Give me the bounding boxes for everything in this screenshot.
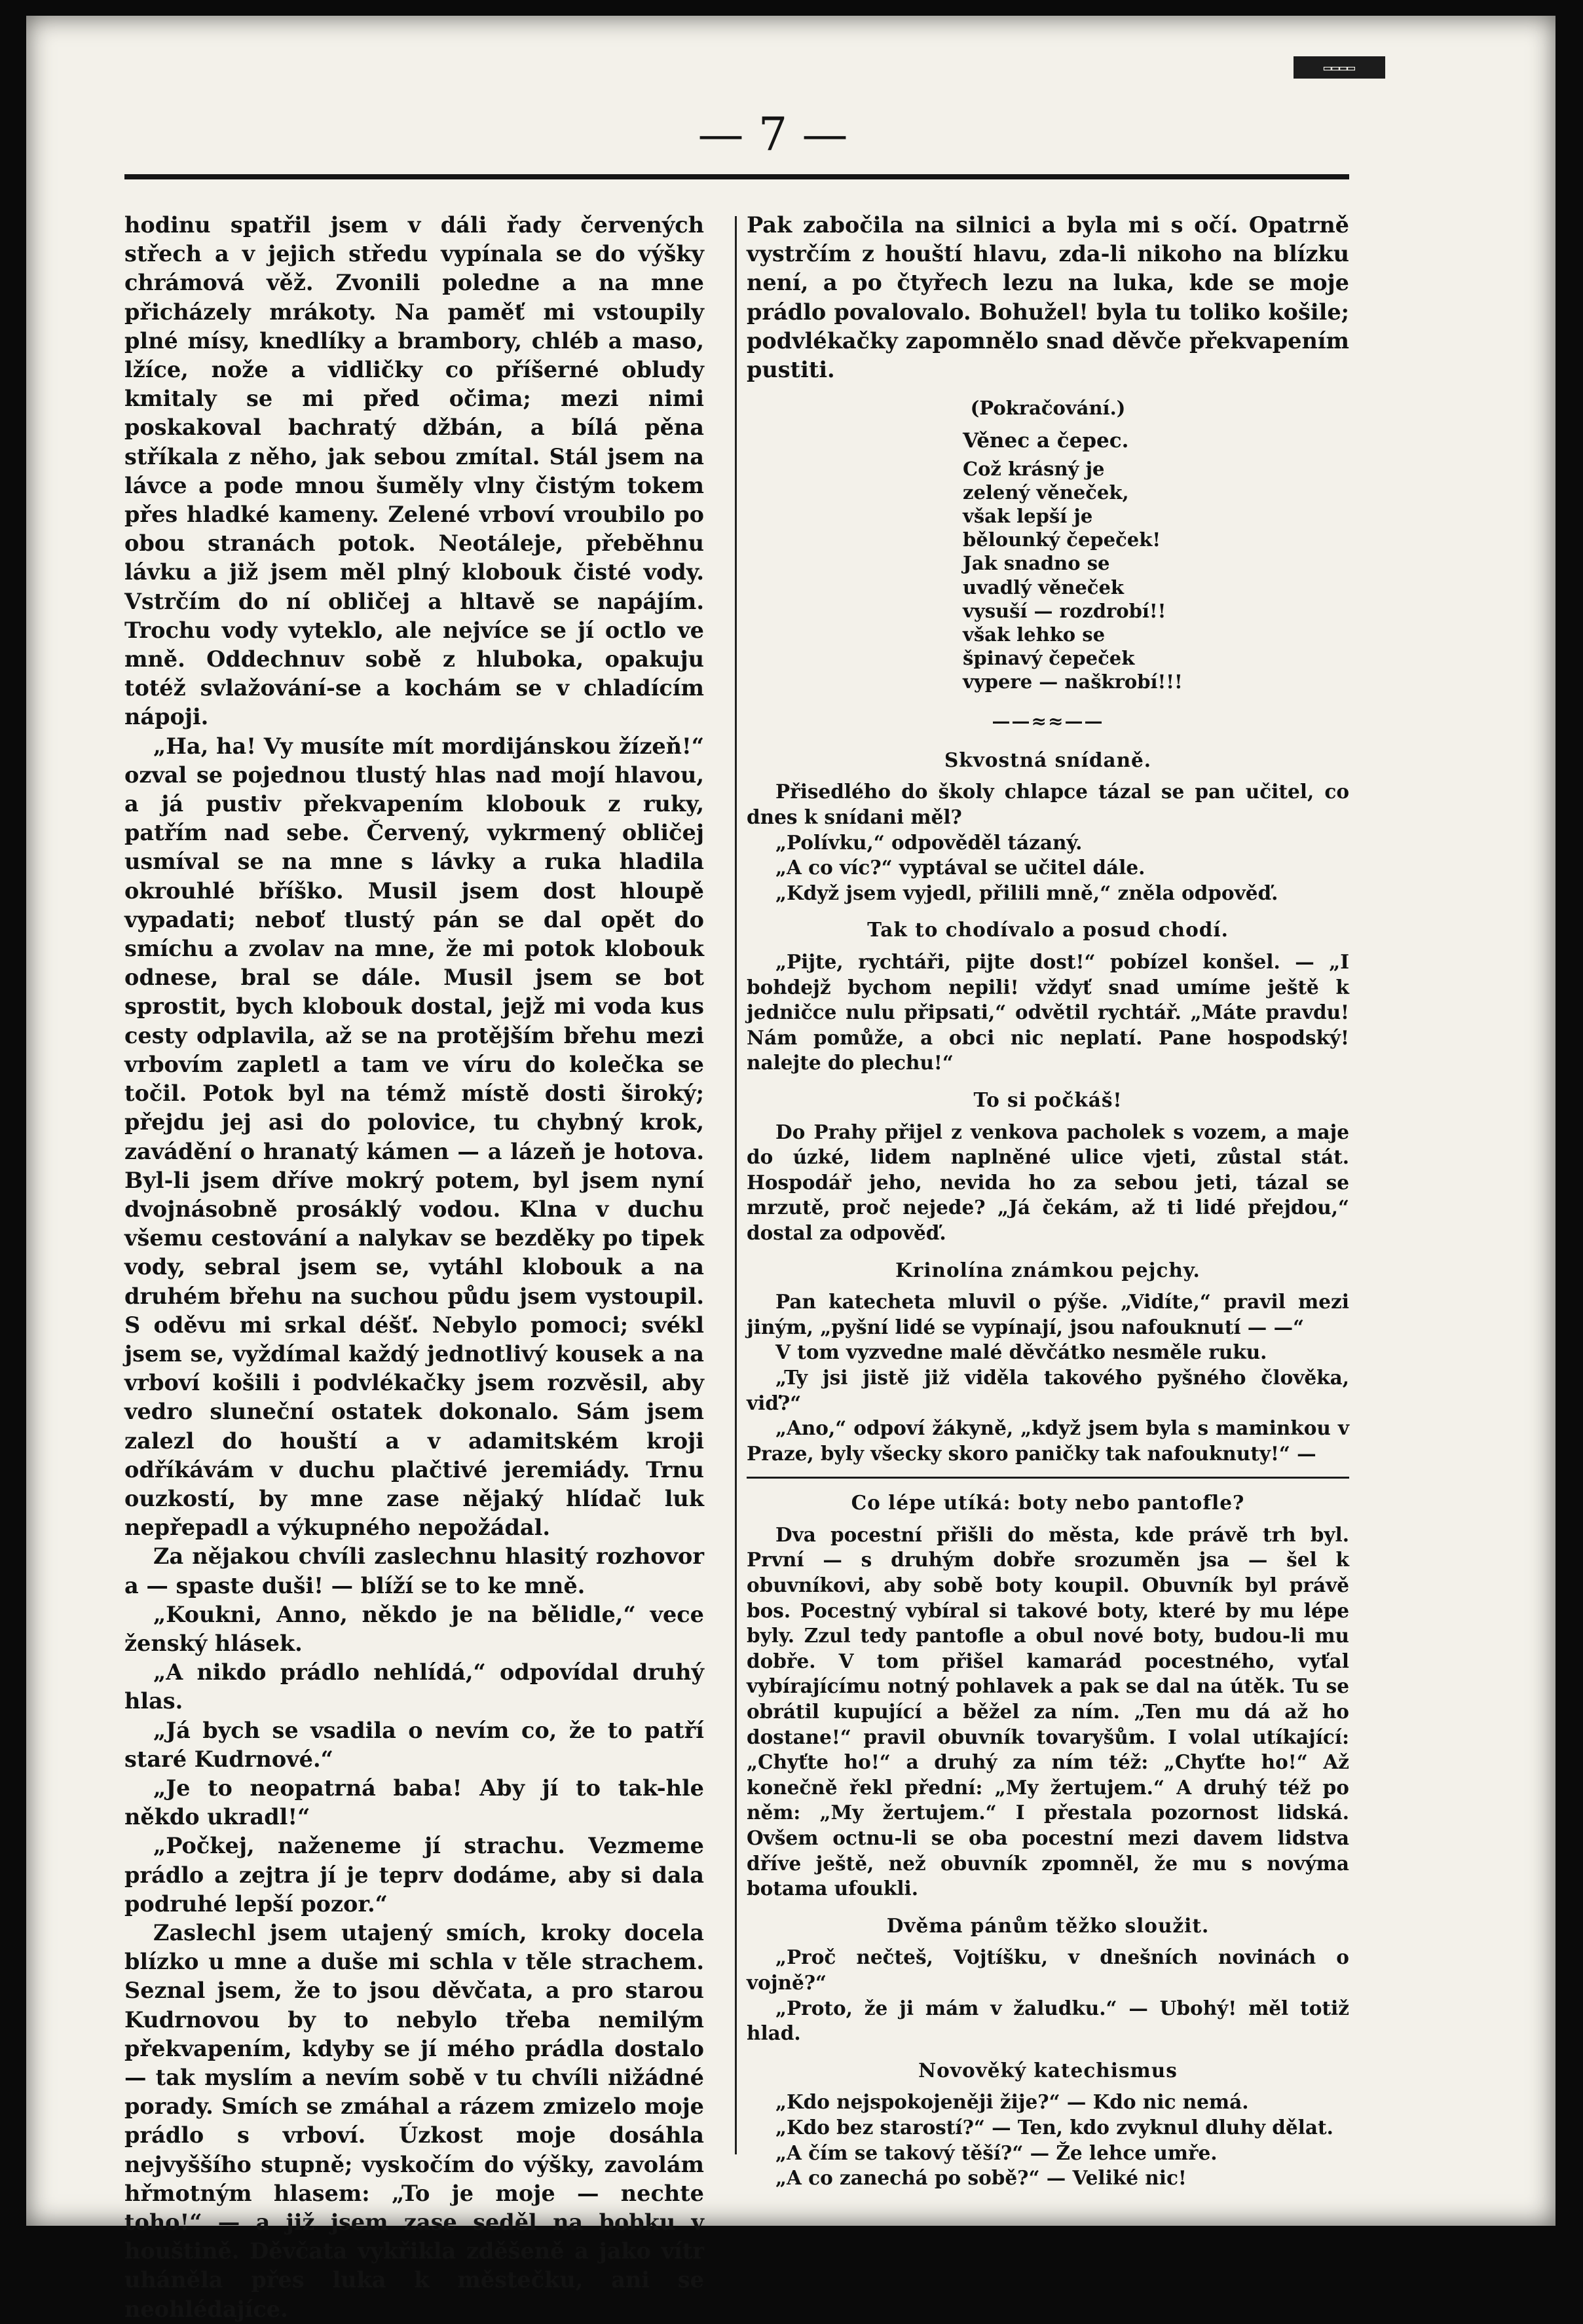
paragraph: Zaslechl jsem utajený smích, kroky docela blízko u mne a duše mi schla v těle strachem. Seznal jsem, že to jsou děvčata, a pro starou Kudrnovou by to nebylo třeba nemilým překvapením, kdyby se jí mého prádla dostalo — tak myslím a nevím sobě v tu chvíli nižádné porady. Smích se zmáhal a rázem zmizelo moje prádlo s vrboví. Úzkost moje dosáhla nejvyššího stupně; vyskočím do výšky, zavolám hřmotným hlasem: „To je moje — nechte toho!“ — a již jsem zase seděl na bobku v houštině. Děvčata vykřikla zděšeně a jako vítr uháněla přes luka k městečku, ani se neohlédajíce.	[124, 1919, 704, 2322]
column-divider	[735, 216, 737, 2154]
paragraph: „Já bych se vsadila o nevím co, že to patří staré Kudrnové.“	[124, 1717, 704, 1772]
poem-line: Jak snadno se	[963, 552, 1110, 575]
paragraph: „Ha, ha! Vy musíte mít mordijánskou žízeň!“ ozval se pojednou tlustý hlas nad mojí hlavou, a já pustiv překvapením klobouk z ruky, patřím nad sebe. Červený, vykrmený obličej usmíval se na mne s lávky a ruka hladila okrouhlé bříško. Musil jsem dost hloupě vypadati; neboť tlustý pán se dal opět do smíchu a zvolav na mne, že mi potok klobouk odnese, bral se dále. Musil jsem se bot sprostit, bych klobouk dostal, jejž mi voda kus cesty odplavila, až se na protějším břehu mezi vrbovím zapletl a tam ve víru do kolečka se točil. Potok byl na témž místě dosti široký; přejdu jej asi do polovice, tu chybný krok, zavádění o hranatý kámen — a lázeň je hotova. Byl-li jsem dříve mokrý potem, byl jsem nyní dvojnásobně prosáklý vodou. Klna v duchu všemu cestování a nalykav se bezděky po tipek vody, sebral jsem se, vytáhl klobouk a na druhém břehu na suchou půdu jsem vystoupil. S oděvu mi srkal déšť. Nebylo pomoci; svékl jsem se, vyždímal každý jednotlivý kousek a na vrboví košili i podvlékačky jsem rozvěsil, aby vedro sluneční ostatek dokonalo. Sám jsem zalezl do houští a v adamitském kroji odříkávám v duchu plačtivé jeremiády. Trnu ouzkostí, by mne zase nějaký hlídač luk nepřepadl a výkupného nepožádal.	[124, 733, 704, 1541]
paragraph: „A co víc?“ vyptával se učitel dále.	[775, 856, 1145, 879]
page-number: — 7 —	[698, 107, 848, 161]
paragraph: „Koukni, Anno, někdo je na bělidle,“ vece ženský hlásek.	[124, 1601, 704, 1656]
section-title: To si počkáš!	[973, 1088, 1123, 1111]
poem-line: uvadlý věneček	[963, 576, 1125, 599]
poem-line: však lehko se	[963, 623, 1106, 646]
continued-note: (Pokračování.)	[970, 397, 1126, 420]
paragraph: „Polívku,“ odpověděl tázaný.	[775, 830, 1083, 854]
paragraph: „Proto, že ji mám v žaludku.“ — Ubohý! měl totiž hlad.	[747, 1996, 1349, 2045]
paragraph: hodinu spatřil jsem v dáli řady červených střech a v jejich středu vypínala se do výšky chrámová věž. Zvonili poledne a na mne přicházely mrákoty. Na paměť mi vstoupily plné mísy, knedlíky a brambory, chléb a maso, lžíce, nože a vidličky co příšerné obludy kmitaly se mi před očima; mezi nimi poskakoval bachratý džbán, a bílá pěna stříkala z něho, jak sebou zmítal. Stál jsem na lávce a pode mnou šuměly vlny čistým tokem přes hladké kameny. Zelené vrboví vroubilo po obou stranách potok. Neotáleje, přeběhnu lávku a již jsem měl plný klobouk čisté vody. Vstrčím do ní obličej a hltavě se napájím. Trochu vody vyteklo, ale nejvíce se jí octlo ve mně. Oddechnuv sobě z hluboka, opakuju totéž svlažování-se a kochám se v chladícím nápoji.	[124, 212, 704, 730]
poem	[963, 429, 1349, 693]
poem-line: bělounký čepeček!	[963, 528, 1161, 551]
paragraph: Za nějakou chvíli zaslechnu hlasitý rozhovor a — spaste duši! — blíží se to ke mně.	[124, 1543, 704, 1598]
section-rule	[747, 1477, 1349, 1479]
paragraph: „Ty jsi jistě již viděla takového pyšného člověka, viď?“	[747, 1365, 1349, 1414]
right-column	[747, 211, 1349, 2191]
paragraph: „Pijte, rychtáři, pijte dost!“ pobízel konšel. — „I bohdejž bychom nepili! vždyť snad umíme ještě k jedničce nulu připsati,“ odvětil rychtář. „Máte pravdu! Nám pomůže, a obci nic neplatí. Pane hospodský! nalejte do plechu!“	[747, 950, 1349, 1075]
poem-line: vypere — naškrobí!!!	[963, 671, 1183, 693]
paragraph: Dva pocestní přišli do města, kde právě trh byl. První — s druhým dobře srozuměn jsa — šel k obuvníkovi, aby sobě boty koupil. Obuvník byl právě bos. Pocestný vybíral si takové boty, které by mu lépe byly. Zzul tedy pantofle a obul nové boty, budou-li mu dobře. V tom přišel kamarád pocestného, vyťal vybírajícímu notný pohlavek a pak se dal na útěk. Tu se obrátil kupující a běžel za ním. „Ten mu dá až ho dostane!“ pravil obuvník tovaryšům. I volal utíkající: „Chyťte ho!“ a druhý za ním též: „Chyťte ho!“ Až konečně řekl přední: „My žertujem.“ A druhý též po něm: „My žertujem.“ I přestala pozornost lidská. Ovšem octnu-li se oba pocestní mezi davem lidstva dříve ještě, než obuvník zpomněl, že mu s novýma botama ufoukli.	[747, 1522, 1349, 1900]
section-title: Novověký katechismus	[918, 2058, 1178, 2082]
section-title: Krinolína známkou pejchy.	[895, 1258, 1201, 1282]
paragraph: „Počkej, naženeme jí strachu. Vezmeme prádlo a zejtra jí je teprv dodáme, aby si dala podruhé lepší pozor.“	[124, 1833, 704, 1917]
poem-line: Což krásný je	[963, 457, 1105, 480]
section-title: Dvěma pánům těžko sloužit.	[886, 1913, 1210, 1937]
poem-line: vysuší — rozdrobí!!	[963, 599, 1166, 622]
paragraph: „Proč nečteš, Vojtíšku, v dnešních novinách o vojně?“	[747, 1946, 1349, 1994]
poem-line: špinavý čepeček	[963, 647, 1135, 670]
left-column	[124, 211, 704, 2324]
archive-stamp: ▭▭▭▭	[1294, 56, 1385, 79]
paragraph: „A nikdo prádlo nehlídá,“ odpovídal druhý hlas.	[124, 1659, 704, 1714]
paragraph: „Kdo nejspokojeněji žije?“ — Kdo nic nemá.	[775, 2090, 1249, 2114]
paragraph: „Kdo bez starostí?“ — Ten, kdo zvyknul dluhy dělat.	[775, 2115, 1333, 2139]
header-rule	[124, 174, 1349, 179]
paragraph: Pan katecheta mluvil o pýše. „Vidíte,“ pravil mezi jiným, „pyšní lidé se vypínají, jsou nafouknutí — —“	[747, 1290, 1349, 1338]
paragraph: „A čím se takový těší?“ — Že lehce umře.	[775, 2141, 1218, 2164]
paragraph: Do Prahy přijel z venkova pacholek s vozem, a maje do úzké, lidem naplněné ulice vjeti, zůstal stát. Hospodář jeho, nevida ho za sebou jeti, tázal se mrzutě, proč nejede? „Já čekám, až ti lidé přejdou,“ dostal za odpověď.	[747, 1120, 1349, 1244]
poem-line: však lepší je	[963, 505, 1093, 528]
section-title: Co lépe utíká: boty nebo pantofle?	[851, 1491, 1245, 1515]
paragraph: „Je to neopatrná baba! Aby jí to tak-hle někdo ukradl!“	[124, 1775, 704, 1830]
poem-title: Věnec a čepec.	[963, 429, 1129, 453]
paragraph: Přisedlého do školy chlapce tázal se pan učitel, co dnes k snídani měl?	[747, 780, 1349, 829]
section-title: Skvostná snídaně.	[944, 748, 1152, 771]
poem-line: zelený věneček,	[963, 481, 1129, 504]
section-title: Tak to chodívalo a posud chodí.	[867, 918, 1229, 942]
story-ending: Pak zabočila na silnici a byla mi s očí. Opatrně vystrčím z houští hlavu, zda-li nikoho na blízku není, a po čtyřech lezu na luka, kde se moje prádlo povalovalo. Bohužel! byla tu toliko košile; podvlékačky zapomnělo snad děvče překvapením pustiti.	[747, 212, 1349, 383]
paragraph: „Ano,“ odpoví žákyně, „když jsem byla s maminkou v Praze, byly všecky skoro paničky tak nafouknuty!“ —	[747, 1416, 1349, 1465]
paragraph: V tom vyzvedne malé děvčátko nesměle ruku.	[775, 1340, 1267, 1364]
paragraph: „Když jsem vyjedl, přilili mně,“ zněla odpověď.	[775, 881, 1278, 904]
paragraph: „A co zanechá po sobě?“ — Veliké nic!	[775, 2166, 1187, 2190]
ornament-divider: ——≈≈——	[992, 710, 1104, 732]
